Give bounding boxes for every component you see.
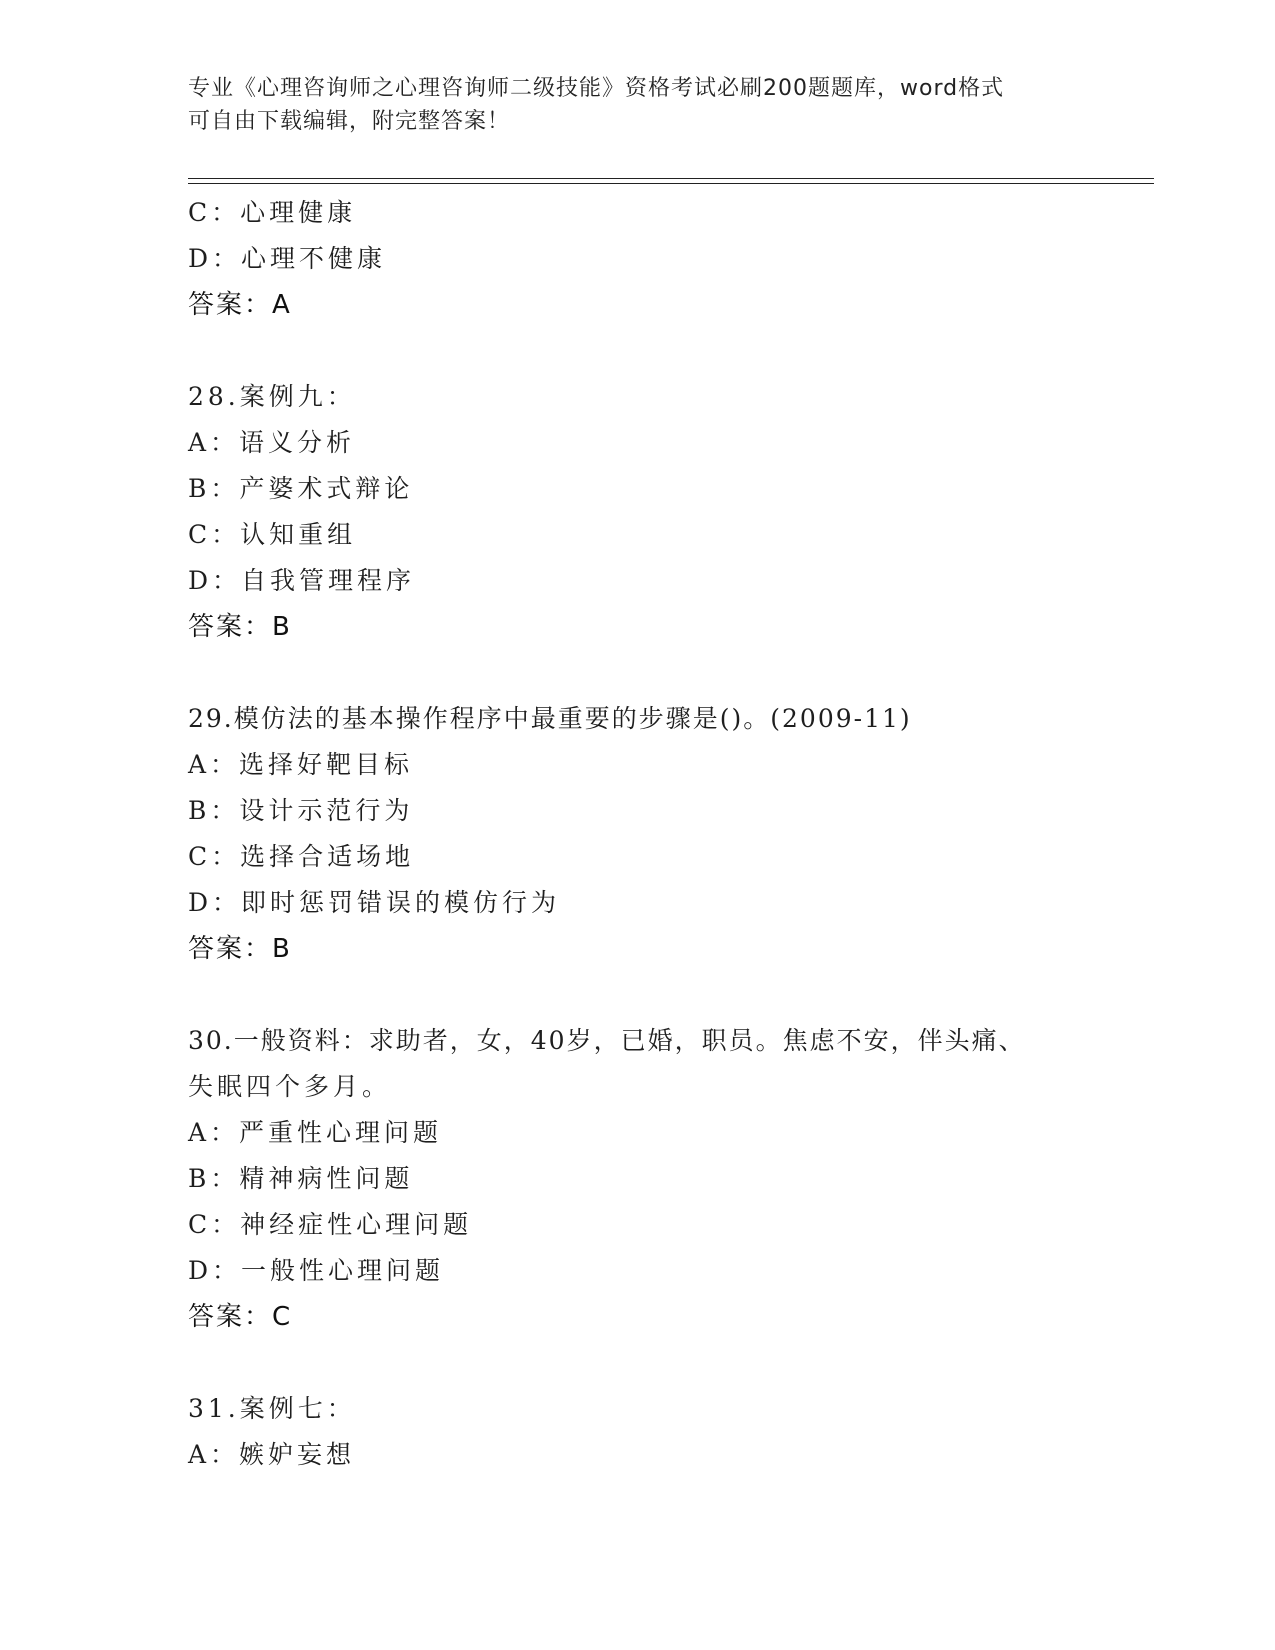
option-d: D：一般性心理问题: [188, 1256, 445, 1285]
question-31: [188, 1386, 1148, 1478]
spacer: [188, 1340, 1148, 1386]
question-stem-line-1: 30.一般资料：求助者，女，40岁，已婚，职员。焦虑不安，伴头痛、: [188, 1026, 1026, 1055]
answer-line: 答案：A: [188, 290, 292, 320]
answer-line: 答案：C: [188, 1302, 293, 1332]
question-30: [188, 1018, 1148, 1340]
spacer: [188, 972, 1148, 1018]
header-title-line-2: 可自由下载编辑，附完整答案！: [188, 109, 511, 134]
question-stem: 31.案例七：: [188, 1394, 356, 1423]
question-stem: 29.模仿法的基本操作程序中最重要的步骤是()。(2009-11): [188, 704, 912, 733]
option-a: A：严重性心理问题: [188, 1118, 443, 1147]
option-a: A：选择好靶目标: [188, 750, 414, 779]
option-a: A：语义分析: [188, 428, 356, 457]
answer-line: 答案：B: [188, 612, 292, 642]
option-d: D：即时惩罚错误的模仿行为: [188, 888, 561, 917]
option-d: D：自我管理程序: [188, 566, 416, 595]
option-a: A：嫉妒妄想: [188, 1440, 356, 1469]
option-c: C：选择合适场地: [188, 842, 415, 871]
option-b: B：精神病性问题: [188, 1164, 414, 1193]
header-title-line-1: 专业《心理咨询师之心理咨询师二级技能》资格考试必刷200题题库，word格式: [188, 76, 1005, 101]
header-divider-top: [188, 178, 1154, 179]
option-d: D：心理不健康: [188, 244, 387, 273]
question-list: [188, 190, 1148, 1478]
question-27-continued: [188, 190, 1148, 328]
question-stem: 28.案例九：: [188, 382, 356, 411]
spacer: [188, 328, 1148, 374]
option-c: C：神经症性心理问题: [188, 1210, 473, 1239]
answer-line: 答案：B: [188, 934, 292, 964]
spacer: [188, 650, 1148, 696]
header-divider-bottom: [188, 183, 1154, 184]
question-29: [188, 696, 1148, 972]
document-header: [188, 72, 1088, 138]
option-b: B：设计示范行为: [188, 796, 414, 825]
option-b: B：产婆术式辩论: [188, 474, 414, 503]
option-c: C：心理健康: [188, 198, 357, 227]
question-28: [188, 374, 1148, 650]
question-stem-line-2: 失眠四个多月。: [188, 1072, 392, 1101]
option-c: C：认知重组: [188, 520, 357, 549]
